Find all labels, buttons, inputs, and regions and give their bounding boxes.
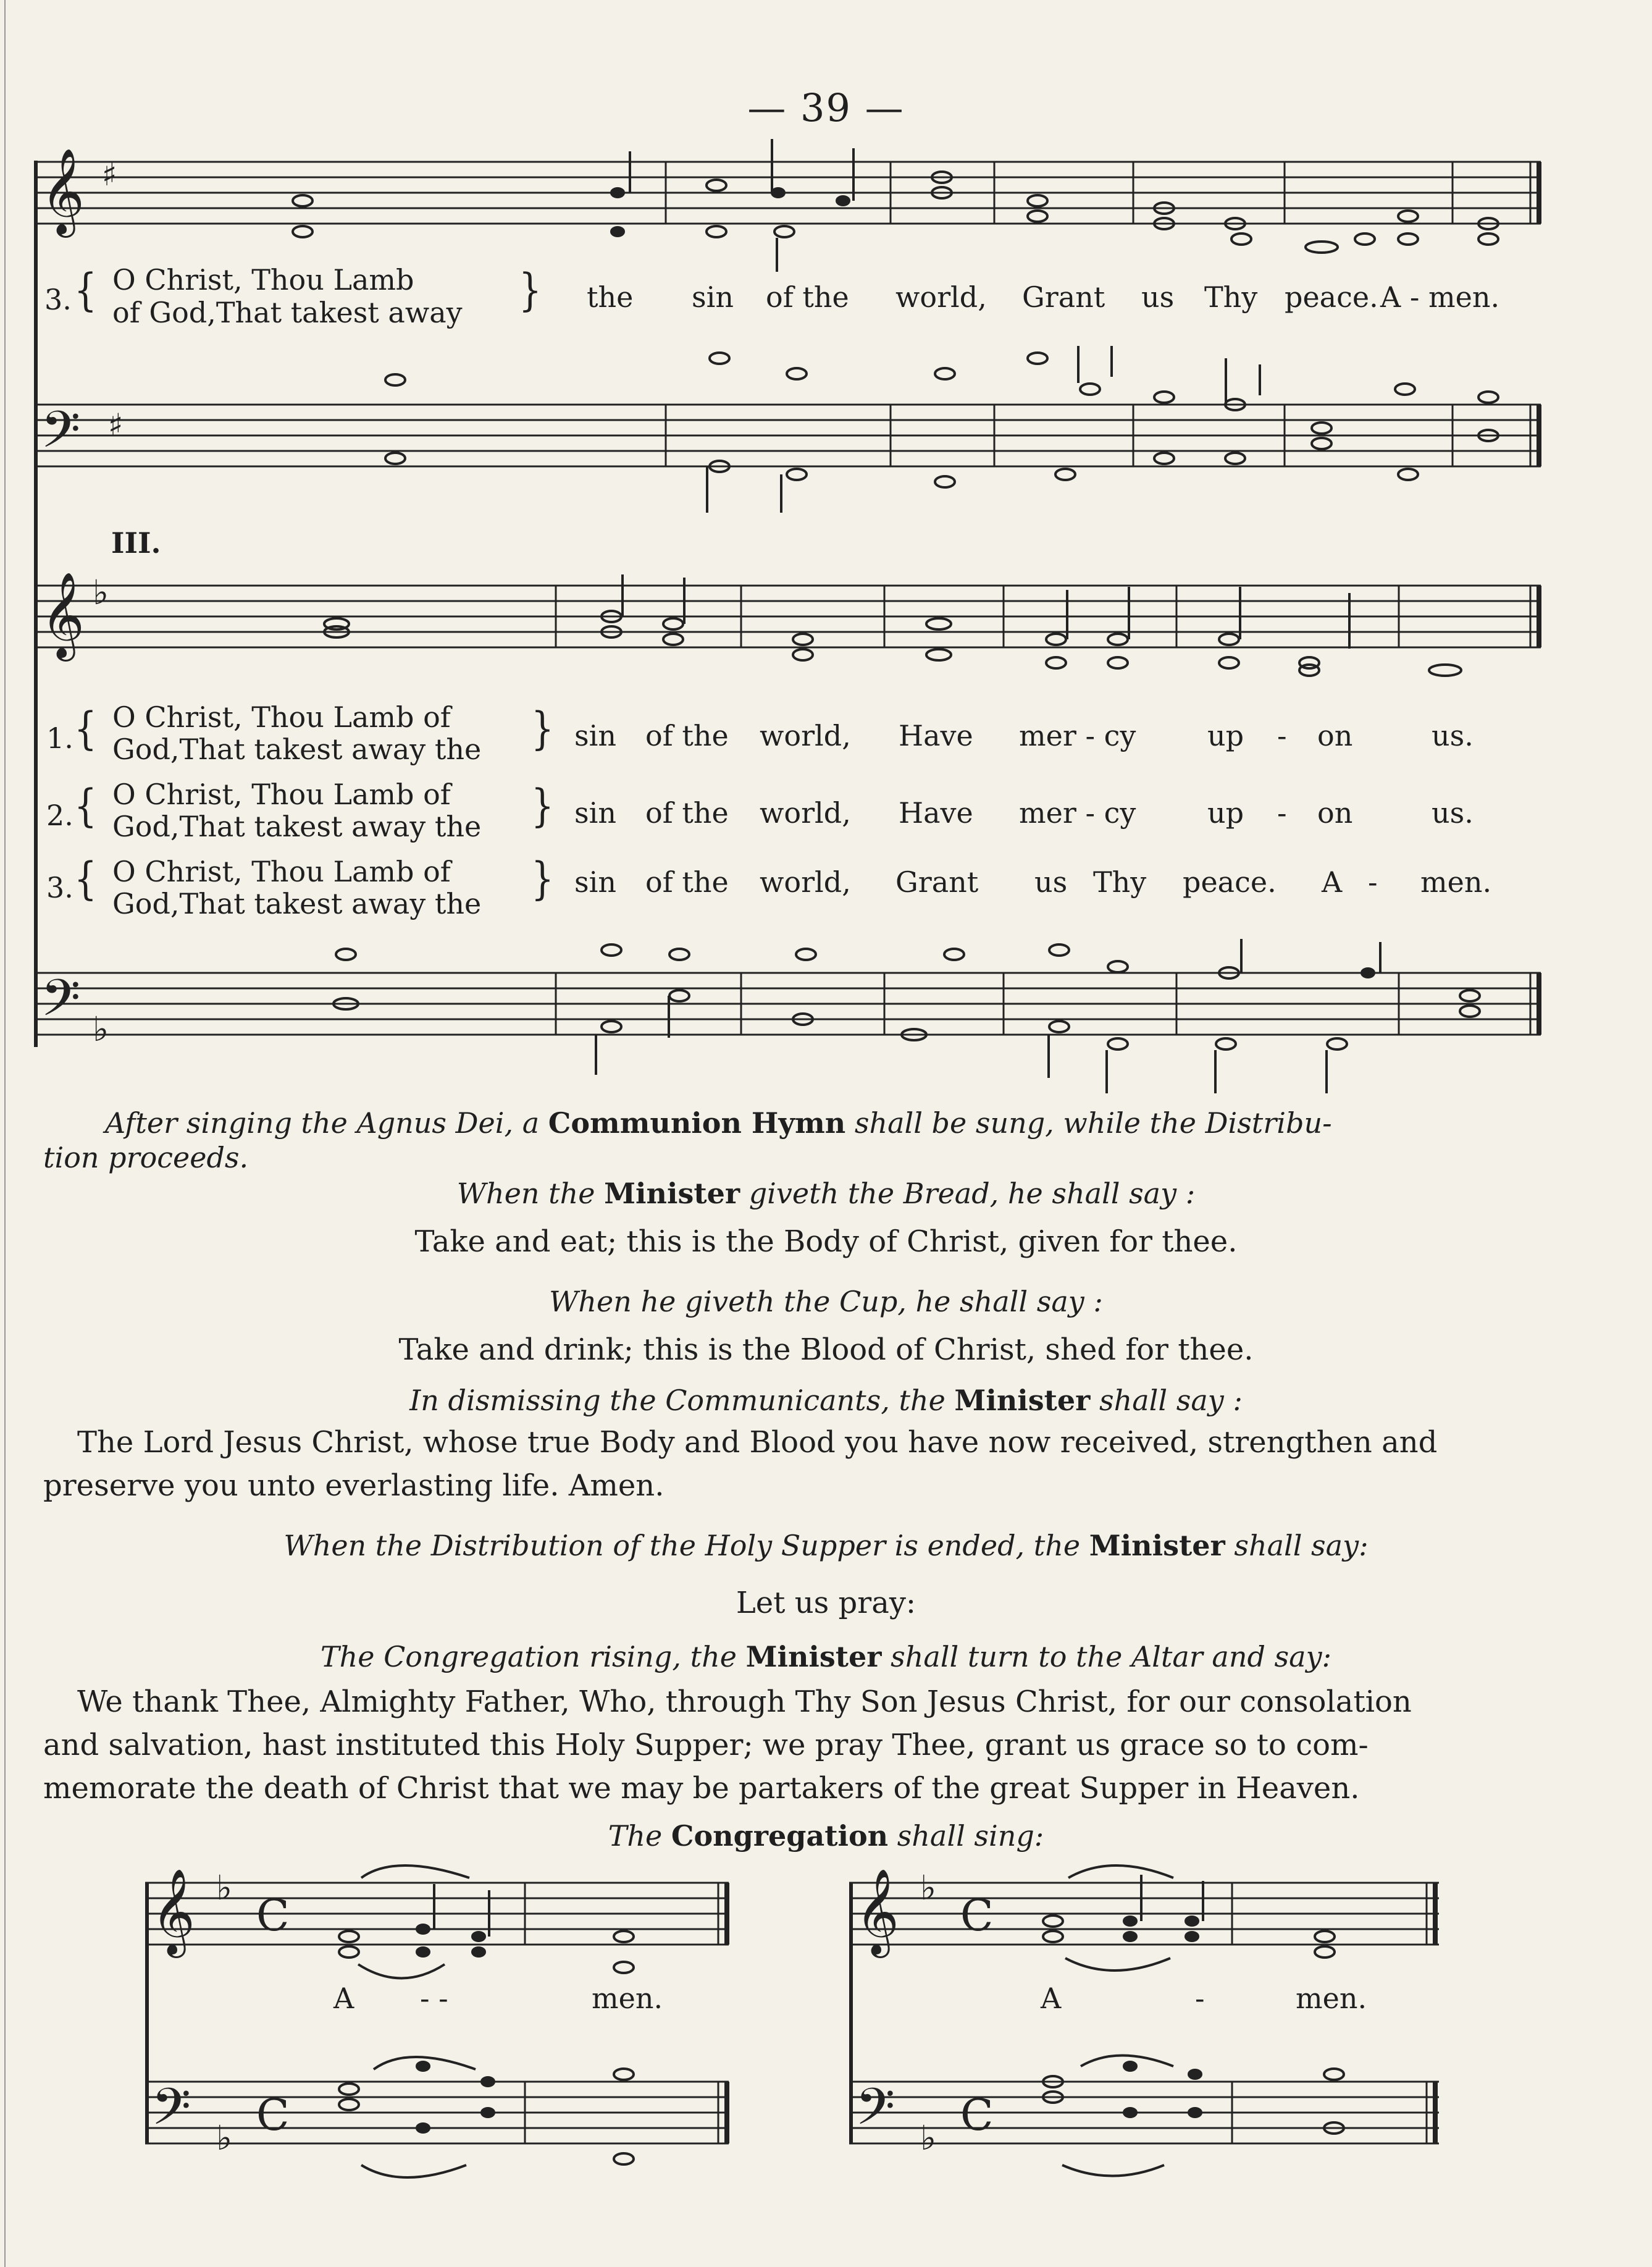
- verse-number: 3.: [46, 871, 73, 904]
- svg-text:♯: ♯: [102, 157, 117, 193]
- lyric-word: sin: [574, 796, 616, 830]
- svg-text:♭: ♭: [216, 2118, 232, 2158]
- lyric-word: us.: [1432, 719, 1474, 752]
- lyric-word: -: [1368, 865, 1378, 899]
- system-1-bass-staff: [36, 405, 1541, 466]
- svg-text:𝄞: 𝄞: [41, 572, 85, 658]
- lyric-word: Thy: [1204, 280, 1258, 314]
- svg-text:𝄢: 𝄢: [41, 968, 81, 1040]
- amen-syllable: men.: [1296, 1982, 1367, 2015]
- rubric-dismissal: In dismissing the Communicants, the Minister shall say :: [409, 1384, 1243, 1417]
- rubric-congregation-rising: The Congregation rising, the Minister shall turn to the Altar and say:: [320, 1640, 1332, 1673]
- verse-line: of God,That takest away: [112, 296, 463, 329]
- verse-number: 3.: [44, 283, 72, 316]
- lyric-word: us: [1034, 865, 1068, 899]
- brace: {: [74, 852, 97, 905]
- prayer-line: memorate the death of Christ that we may be partakers of the great Supper in Heaven.: [43, 1771, 1360, 1806]
- amen-syllable: - -: [420, 1982, 448, 2015]
- svg-text:C: C: [960, 2090, 994, 2140]
- svg-text:C: C: [256, 1890, 290, 1941]
- svg-text:♭: ♭: [920, 1868, 936, 1907]
- lyric-word: of the: [645, 719, 729, 752]
- dismissal-line: The Lord Jesus Christ, whose true Body and Blood you have now received, strengthen and: [77, 1425, 1438, 1460]
- lyric-word: sin: [574, 719, 616, 752]
- rubric-communion-hymn: After singing the Agnus Dei, a Communion Hymn shall be sung, while the Distribu- tion proceeds.: [43, 1106, 1332, 1174]
- lyric-word: up: [1207, 796, 1244, 830]
- lyric-word: up: [1207, 719, 1244, 752]
- verse-line: God,That takest away the: [112, 810, 482, 843]
- rubric-bold: Communion Hymn: [548, 1106, 846, 1140]
- lyric-word: of the: [645, 865, 729, 899]
- lyric-word: sin: [574, 865, 616, 899]
- verse-line: O Christ, Thou Lamb: [112, 263, 414, 297]
- rubric-congregation-sing: The Congregation shall sing:: [608, 1819, 1044, 1853]
- lyric-word: sin: [692, 280, 734, 314]
- system-2-bass-staff: [36, 973, 1541, 1035]
- svg-text:♯: ♯: [108, 407, 124, 443]
- lyric-word: A - men.: [1380, 280, 1500, 314]
- svg-text:𝄞: 𝄞: [855, 1869, 899, 1954]
- brace: {: [74, 779, 97, 832]
- lyric-word: Have: [899, 719, 973, 752]
- bread-text: Take and eat; this is the Body of Christ, given for thee.: [414, 1224, 1238, 1259]
- lyric-word: mer - cy: [1019, 796, 1136, 830]
- lyric-word: us.: [1432, 796, 1474, 830]
- svg-text:𝄞: 𝄞: [151, 1869, 195, 1954]
- lyric-word: A: [1322, 865, 1343, 899]
- svg-text:𝄢: 𝄢: [41, 400, 81, 472]
- verse-line: O Christ, Thou Lamb of: [112, 700, 451, 734]
- brace: }: [519, 263, 542, 316]
- verse-line: O Christ, Thou Lamb of: [112, 778, 451, 811]
- lyric-word: Have: [899, 796, 973, 830]
- lyric-word: of the: [645, 796, 729, 830]
- svg-text:𝄞: 𝄞: [41, 148, 85, 234]
- lyric-word: world,: [760, 865, 851, 899]
- lyric-word: Grant: [1022, 280, 1105, 314]
- lyric-word: Grant: [895, 865, 979, 899]
- lyric-word: -: [1277, 796, 1287, 830]
- lyric-word: world,: [760, 796, 851, 830]
- svg-text:♭: ♭: [93, 573, 109, 612]
- verse-number: 1.: [46, 721, 73, 755]
- page-number: — 39 —: [747, 85, 905, 130]
- verse-line: God,That takest away the: [112, 733, 482, 766]
- lyric-word: us: [1141, 280, 1175, 314]
- lyric-word: world,: [895, 280, 987, 314]
- brace: {: [74, 263, 97, 316]
- lyric-word: of the: [766, 280, 849, 314]
- lyric-word: on: [1317, 796, 1353, 830]
- lyric-word: the: [587, 280, 634, 314]
- prayer-line: and salvation, hast instituted this Holy Supper; we pray Thee, grant us grace so to com-: [43, 1728, 1369, 1762]
- lyric-word: Thy: [1093, 865, 1147, 899]
- lyric-word: peace.: [1183, 865, 1277, 899]
- system-1-treble-staff: [36, 162, 1541, 224]
- prayer-line: We thank Thee, Almighty Father, Who, through Thy Son Jesus Christ, for our consolation: [77, 1684, 1412, 1719]
- let-us-pray: Let us pray:: [736, 1586, 916, 1620]
- lyric-word: world,: [760, 719, 851, 752]
- amen-syllable: -: [1195, 1982, 1205, 2015]
- svg-text:♭: ♭: [93, 1009, 109, 1049]
- svg-text:C: C: [256, 2090, 290, 2140]
- svg-text:♭: ♭: [920, 2118, 936, 2158]
- brace: }: [531, 852, 554, 905]
- verse-line: O Christ, Thou Lamb of: [112, 855, 451, 888]
- brace: }: [531, 779, 554, 832]
- amen-syllable: A: [1041, 1982, 1062, 2015]
- brace: }: [531, 702, 554, 755]
- verse-line: God,That takest away the: [112, 887, 482, 920]
- svg-text:♭: ♭: [216, 1868, 232, 1907]
- section-label: III.: [111, 526, 161, 560]
- amen-syllable: A: [333, 1982, 354, 2015]
- system-2-treble-staff: [36, 586, 1541, 647]
- brace: {: [74, 702, 97, 755]
- rubric-bread: When the Minister giveth the Bread, he shall say :: [456, 1177, 1196, 1210]
- cup-text: Take and drink; this is the Blood of Christ, shed for thee.: [398, 1332, 1254, 1367]
- lyric-word: peace.: [1285, 280, 1378, 314]
- amen-syllable: men.: [592, 1982, 663, 2015]
- dismissal-line: preserve you unto everlasting life. Amen.: [43, 1468, 665, 1503]
- rubric-cup: When he giveth the Cup, he shall say :: [549, 1285, 1103, 1318]
- verse-number: 2.: [46, 799, 73, 832]
- lyric-word: -: [1277, 719, 1287, 752]
- rubric-distribution-ended: When the Distribution of the Holy Supper is ended, the Minister shall say:: [283, 1529, 1369, 1562]
- svg-text:𝄢: 𝄢: [855, 2077, 895, 2149]
- svg-text:𝄢: 𝄢: [151, 2077, 191, 2149]
- lyric-word: mer - cy: [1019, 719, 1136, 752]
- lyric-word: on: [1317, 719, 1353, 752]
- svg-text:C: C: [960, 1890, 994, 1941]
- lyric-word: men.: [1420, 865, 1492, 899]
